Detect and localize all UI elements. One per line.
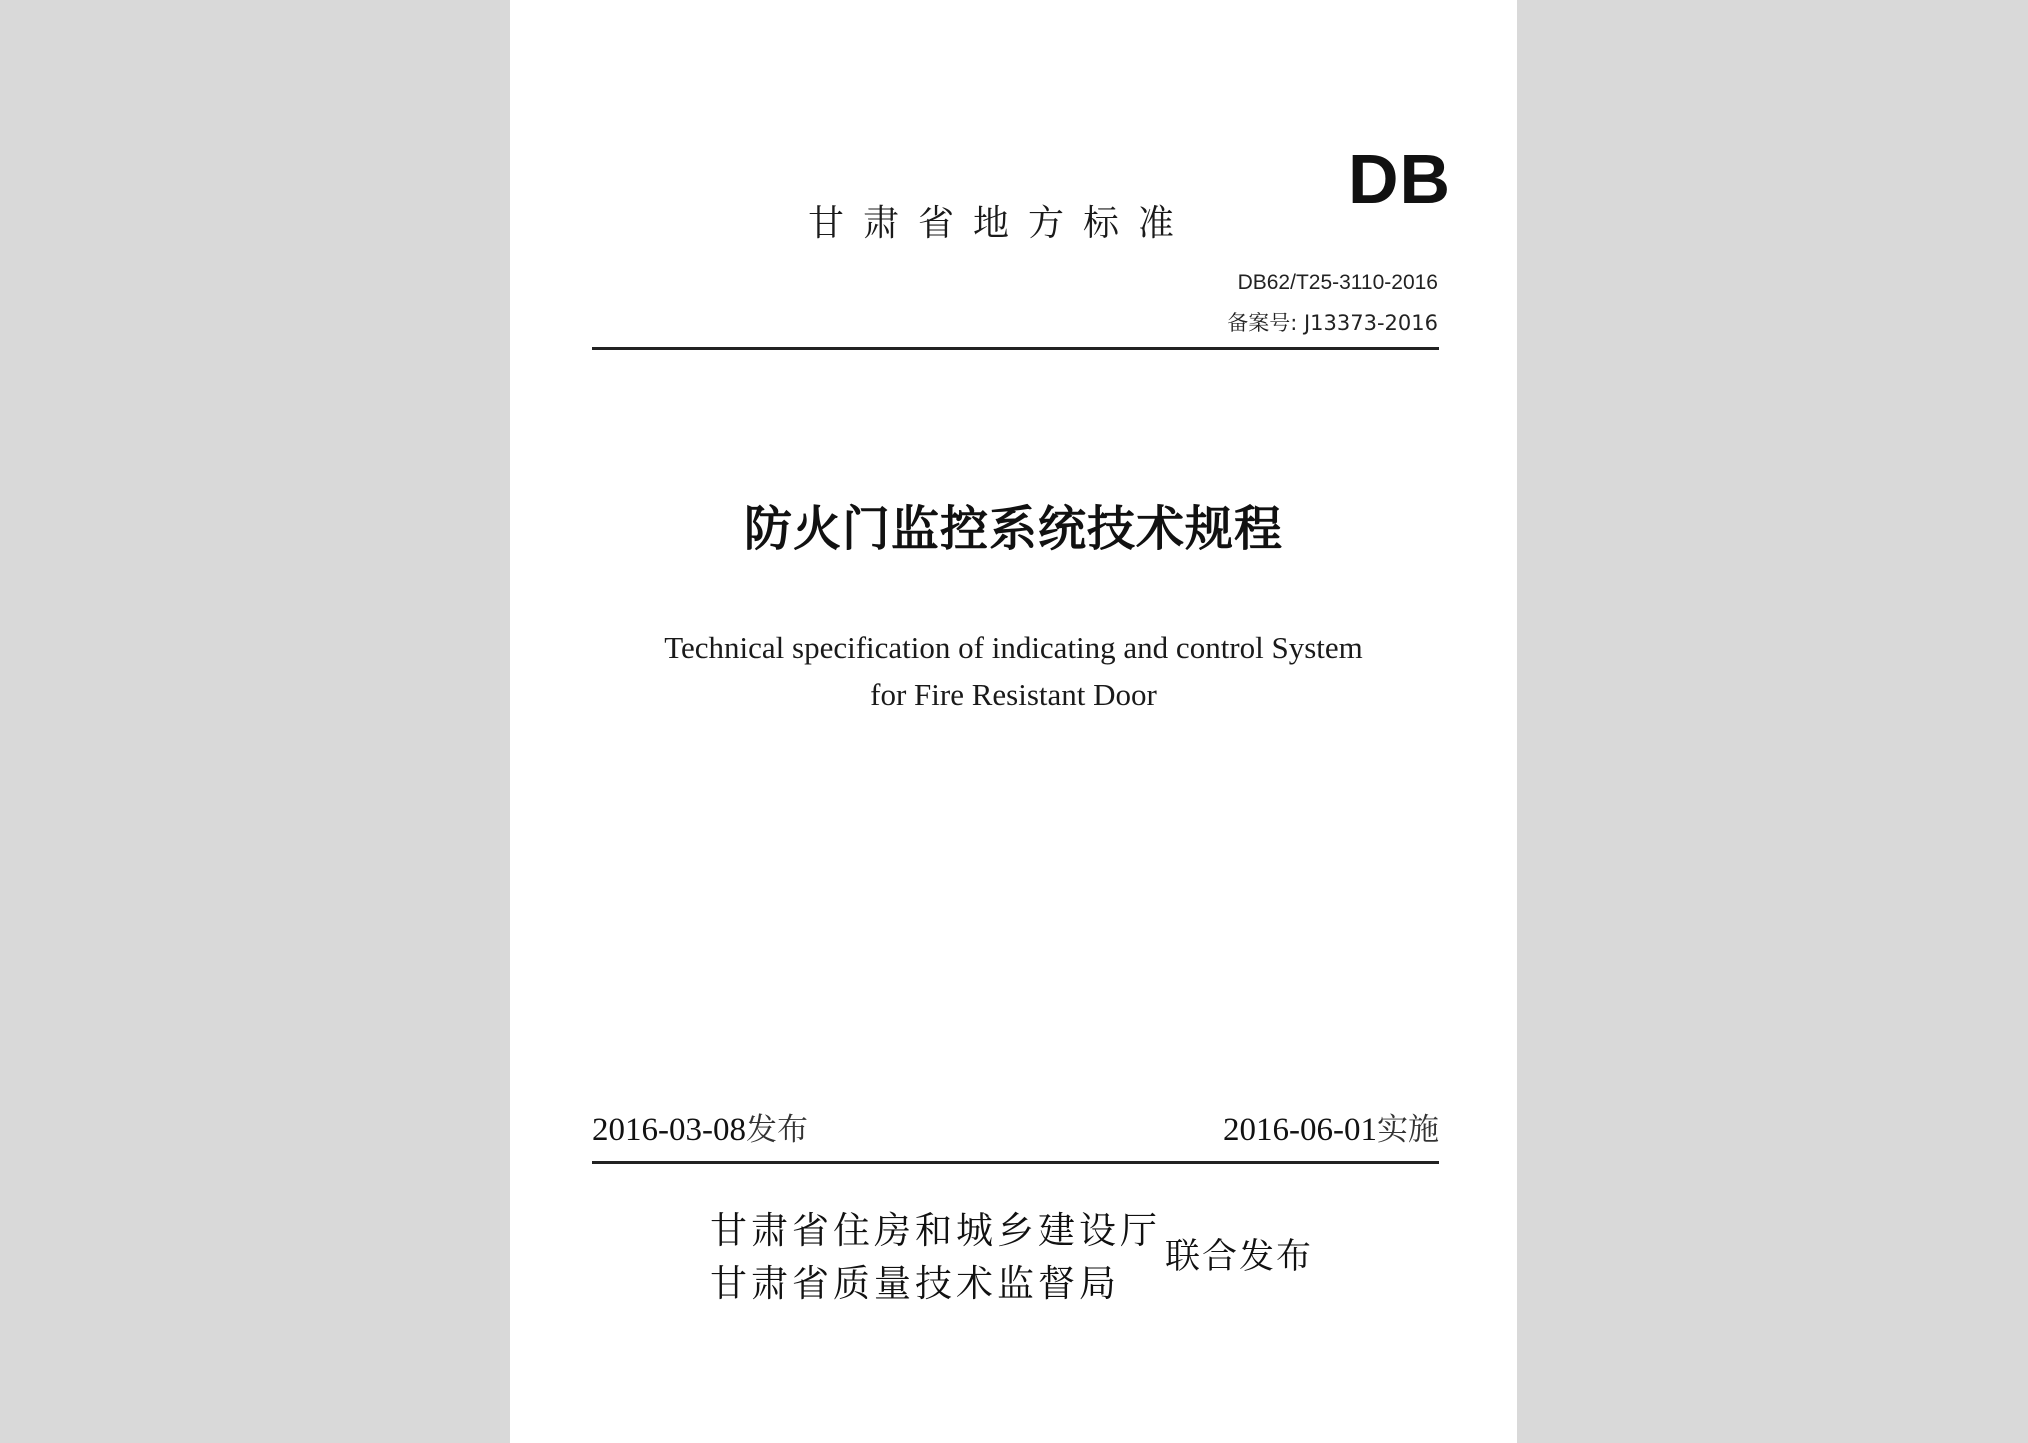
title-chinese: 防火门监控系统技术规程 [743, 501, 1283, 557]
issue-date [592, 1114, 808, 1147]
record-number: 备案号: J13373-2016 [1227, 311, 1438, 335]
top-divider [592, 347, 1439, 350]
title-english-line-2: for Fire Resistant Door [870, 677, 1157, 712]
joint-issue-label: 联合发布 [1165, 1237, 1314, 1277]
issuer-1: 甘肃省住房和城乡建设厅 [710, 1209, 1161, 1252]
cover-page [510, 0, 1517, 1443]
issuer-2: 甘肃省质量技术监督局 [710, 1262, 1120, 1305]
category-mark: DB [1348, 140, 1452, 218]
implement-date-value: 2016-06-01 [1223, 1112, 1377, 1148]
issue-date-value: 2016-03-08 [592, 1112, 746, 1148]
implement-date [1223, 1114, 1439, 1147]
standard-type: 甘肃省地方标准 [808, 203, 1194, 244]
issue-date-label: 发布 [745, 1112, 808, 1148]
standard-number: DB62/T25-3110-2016 [1237, 271, 1438, 294]
implement-date-label: 实施 [1377, 1112, 1439, 1148]
title-english-line-1: Technical specification of indicating and control System [664, 630, 1363, 665]
bottom-divider [592, 1161, 1439, 1164]
